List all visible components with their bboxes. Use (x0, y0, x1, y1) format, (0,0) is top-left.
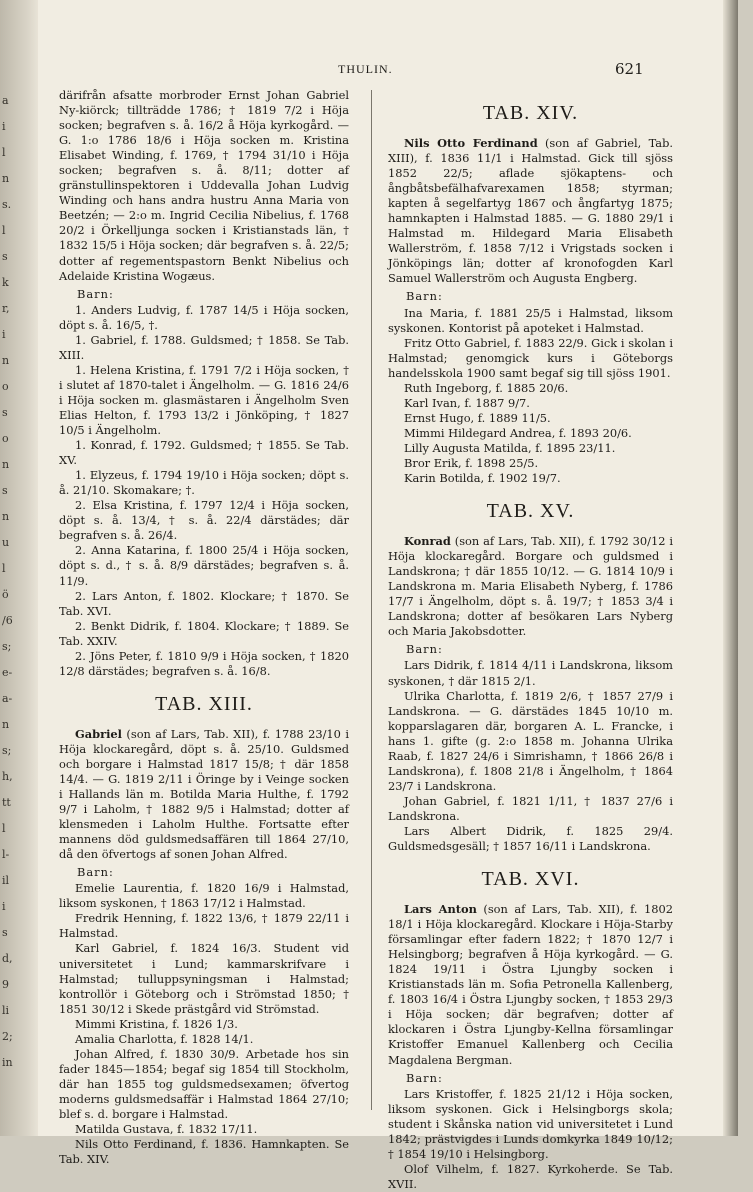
gutter-fragment: /6 (2, 614, 13, 627)
entry-paragraph (388, 136, 673, 286)
paragraph-text: Ruth Ingeborg, f. 1885 20/6. (404, 380, 569, 395)
gutter-fragment: s (2, 406, 8, 419)
entry-name: Nils Otto Ferdinand (404, 136, 538, 150)
text-paragraph (388, 456, 673, 471)
text-paragraph (59, 649, 349, 679)
text-paragraph (59, 543, 349, 588)
paragraph-text: Emelie Laurentia, f. 1820 16/9 i Halmstad, liksom syskonen, † 1863 17/12 i Halmstad. (59, 881, 349, 911)
text-paragraph (388, 689, 673, 794)
text-paragraph (388, 1162, 673, 1192)
paragraph-text: Amalia Charlotta, f. 1828 14/1. (75, 1031, 254, 1046)
text-paragraph (388, 336, 673, 381)
gutter-fragment: n (2, 458, 10, 471)
text-paragraph (59, 1047, 349, 1122)
text-paragraph (59, 1017, 349, 1032)
paragraph-text: Nils Otto Ferdinand, f. 1836. Hamnkapten. Se Tab. XIV. (59, 1137, 349, 1167)
gutter-fragment: n (2, 510, 10, 523)
table-heading: TAB. XV. (486, 500, 575, 523)
text-paragraph (59, 303, 349, 333)
running-head: THULIN. (338, 62, 393, 76)
gutter-fragment: a- (2, 692, 13, 705)
text-paragraph (59, 88, 349, 284)
text-paragraph (388, 471, 673, 486)
gutter-fragment: n (2, 354, 10, 367)
paragraph-text: 2. Lars Anton, f. 1802. Klockare; † 1870. Se Tab. XVI. (59, 588, 349, 618)
text-paragraph (59, 1032, 349, 1047)
gutter-fragment: o (2, 380, 9, 393)
paragraph-text: (son af Lars, Tab. XII), f. 1792 30/12 i Höja klockaregård. Borgare och guldsmed i Landskrona; † där 1855 10/12. — G. 1814 10/9 i Landskrona m. Maria Elisabeth Nyberg, f. 1786 17/7 i Ängelholm, döpt s. å. 19/7; † 1853 3/4 i Landskrona; dotter af besökaren Lars Nyberg och Maria Jakobsdotter. (388, 534, 673, 639)
gutter-fragment: 9 (2, 978, 9, 991)
left-column (59, 88, 349, 1167)
gutter-fragment: l (2, 224, 6, 237)
children-label: Barn: (406, 642, 443, 657)
paragraph-text: Lars Didrik, f. 1814 4/11 i Landskrona, liksom syskonen, † där 1815 2/1. (388, 658, 673, 688)
text-paragraph (59, 1122, 349, 1137)
gutter-fragment: h, (2, 770, 13, 783)
entry-name: Gabriel (75, 726, 122, 741)
gutter-fragment: s; (2, 744, 12, 757)
gutter-fragment: li (2, 1004, 10, 1017)
text-paragraph (59, 911, 349, 941)
text-paragraph (388, 426, 673, 441)
text-paragraph (59, 468, 349, 498)
gutter-fragment: il (2, 874, 10, 887)
table-heading: TAB. XIV. (482, 102, 579, 124)
text-paragraph (59, 333, 349, 363)
text-paragraph (388, 1087, 673, 1162)
text-paragraph (59, 881, 349, 911)
paragraph-text: 2. Anna Katarina, f. 1800 25/4 i Höja socken, döpt s. d., † s. å. 8/9 därstädes; begrafven s. å. 11/9. (59, 543, 349, 588)
paragraph-text: Karl Gabriel, f. 1824 16/3. Student vid universitetet i Lund; kammarskrifvare i Halmstad; tulluppsyningsman i Halmstad; kontrollör i Göteborg och i Strömstad 1850; † 1851 30/12 i Skede prästgård vid Strömstad. (59, 941, 349, 1016)
entry-paragraph (59, 727, 349, 862)
gutter-fragment: l (2, 146, 6, 159)
text-paragraph (59, 941, 349, 1016)
paragraph-text: Olof Vilhelm, f. 1827. Kyrkoherde. Se Tab. XVII. (388, 1161, 673, 1191)
paragraph-text: Mimmi Hildegard Andrea, f. 1893 20/6. (404, 425, 632, 440)
gutter-fragment: k (2, 276, 9, 289)
paragraph-text: därifrån afsatte morbroder Ernst Johan Gabriel Ny-kiörck; tillträdde 1786; † 1819 7/2 i Höja socken; begrafven s. å. 16/2 å Höja kyrkogård. — G. 1:o 1786 18/6 i Höja socken m. Kristina Elisabet Winding, f. 1769, † 1794 31/10 i Höja socken; begrafven s. å. 8/11; dotter af gränstullinspektoren i Uddevalla Johan Ludvig Winding och hans andra hustru Anna Maria von Beetzén; — 2:o m. Ingrid Cecilia Nibelius, f. 1768 20/2 i Örkelljunga socken i Kristianstads län, † 1832 15/5 i Höja socken; där begrafven s. å. 22/5; dotter af regementspastorn Benkt Nibelius och Adelaide Kristina Wogæus. (59, 88, 349, 283)
paragraph-text: 2. Benkt Didrik, f. 1804. Klockare; † 1889. Se Tab. XXIV. (59, 618, 349, 648)
paragraph-text: (son af Lars, Tab. XII), f. 1788 23/10 i Höja klockaregård, döpt s. å. 25/10. Guldsmed och borgare i Halmstad 1817 15/8; † där 1858 14/4. — G. 1819 2/11 i Öringe by i Veinge socken i Hallands län m. Botilda Maria Hulthe, f. 1792 9/7 i Laholm, † 1882 9/5 i Halmstad; dotter af klensmeden i Laholm Hulthe. Fortsatte efter mannens död guldsmedsaffären till 1864 27/10, då den öfvertogs af sonen Johan Alfred. (59, 726, 349, 862)
paragraph-text: Karin Botilda, f. 1902 19/7. (404, 471, 561, 486)
children-label: Barn: (406, 1070, 443, 1085)
text-paragraph (388, 794, 673, 824)
paragraph-text: Matilda Gustava, f. 1832 17/11. (75, 1122, 258, 1137)
binding-gutter (0, 0, 38, 1136)
paragraph-text: (son af Lars, Tab. XII), f. 1802 18/1 i Höja klockaregård. Klockare i Höja-Starby församlingar efter fadern 1822; † 1870 12/7 i Helsingborg; begrafven å Höja kyrkogård. — G. 1824 19/11 i Östra Ljungby socken i Kristianstads län m. Sofia Petronella Kallenberg, f. 1803 16/4 i Östra Ljungby socken, † 1853 29/3 i Höja socken; där begrafven; dotter af klockaren i Östra Ljungby-Kellna församlingar Kristoffer Emanuel Kallenberg och Cecilia Magdalena Bergman. (388, 902, 674, 1067)
text-paragraph (388, 824, 673, 854)
text-paragraph (59, 363, 349, 438)
gutter-fragment: i (2, 900, 6, 913)
gutter-fragment: n (2, 172, 10, 185)
gutter-fragment: s; (2, 640, 12, 653)
gutter-fragment: e- (2, 666, 13, 679)
column-divider (371, 90, 372, 1110)
page-edge-shadow (723, 0, 738, 1136)
paragraph-text: (son af Gabriel, Tab. XIII), f. 1836 11/1 i Halmstad. Gick till sjöss 1852 22/5; aflade sjökaptens- och ångbåtsbefälhafvarexamen 1858; styrman; kapten å segelfartyg 1867 och ångfartyg 1875; hamnkapten i Halmstad 1885. — G. 1880 29/1 i Halmstad m. Hildegard Maria Elisabeth Wallerström, f. 1858 7/12 i Vrigstads socken i Jönköpings län; dotter af kronofogden Karl Samuel Wallerström och Augusta Engberg. (388, 136, 673, 286)
gutter-fragment: n (2, 718, 10, 731)
paragraph-text: 2. Jöns Peter, f. 1810 9/9 i Höja socken, † 1820 12/8 därstädes; begrafven s. å. 16/8. (59, 648, 349, 678)
entry-name: Lars Anton (404, 902, 477, 917)
gutter-fragment: d, (2, 952, 13, 965)
gutter-fragment: 2; (2, 1030, 13, 1043)
gutter-fragment: l- (2, 848, 10, 861)
facing-page-fragments (2, 0, 16, 1136)
paragraph-text: Johan Alfred, f. 1830 30/9. Arbetade hos sin fader 1845—1854; begaf sig 1854 till Stockholm, där han 1855 tog guldsmedsexamen; öfvertog moderns guldsmedsaffär i Halmstad 1864 27/10; blef s. d. borgare i Halmstad. (59, 1046, 349, 1121)
gutter-fragment: r, (2, 302, 10, 315)
paragraph-text: Lilly Augusta Matilda, f. 1895 23/11. (404, 440, 616, 455)
paragraph-text: Lars Albert Didrik, f. 1825 29/4. Guldsmedsgesäll; † 1857 16/11 i Landskrona. (388, 823, 673, 854)
entry-paragraph (388, 902, 673, 1068)
entry-paragraph (388, 534, 673, 639)
text-paragraph (388, 411, 673, 426)
text-paragraph (388, 306, 673, 336)
gutter-fragment: l (2, 822, 6, 835)
text-paragraph (388, 441, 673, 456)
paragraph-text: Ernst Hugo, f. 1889 11/5. (404, 410, 551, 425)
book-page (38, 0, 738, 1191)
gutter-fragment: s (2, 484, 8, 497)
page-header (38, 60, 738, 80)
paragraph-text: Ina Maria, f. 1881 25/5 i Halmstad, liksom syskonen. Kontorist på apoteket i Halmstad. (388, 305, 673, 335)
text-paragraph (59, 1137, 349, 1167)
gutter-fragment: o (2, 432, 9, 445)
gutter-fragment: tt (2, 796, 11, 809)
paragraph-text: 1. Gabriel, f. 1788. Guldsmed; † 1858. Se Tab. XIII. (59, 332, 349, 362)
gutter-fragment: in (2, 1056, 13, 1069)
text-paragraph (388, 381, 673, 396)
paragraph-text: 1. Elyzeus, f. 1794 19/10 i Höja socken; döpt s. å. 21/10. Skomakare; †. (59, 468, 349, 498)
paragraph-text: 1. Helena Kristina, f. 1791 7/2 i Höja socken, † i slutet af 1870-talet i Ängelholm. — G. 1816 24/6 i Höja socken m. glasmästaren i Ängelholm Sven Elias Helton, f. 1793 13/2 i Jönköping, † 1827 10/5 i Ängelholm. (59, 362, 349, 438)
gutter-fragment: s (2, 926, 8, 939)
text-paragraph (59, 619, 349, 649)
table-heading: TAB. XIII. (155, 692, 253, 715)
paragraph-text: 2. Elsa Kristina, f. 1797 12/4 i Höja socken, döpt s. å. 13/4, † s. å. 22/4 därstädes; där begrafven s. å. 26/4. (59, 498, 349, 543)
gutter-fragment: l (2, 562, 6, 575)
paragraph-text: Ulrika Charlotta, f. 1819 2/6, † 1857 27/9 i Landskrona. — G. därstädes 1845 10/10 m. kopparslagaren där, borgaren A. L. Francke, i hans 1. gifte (g. 2:o 1858 m. Johanna Ulrika Raab, f. 1827 24/6 i Simrishamn, † 1866 26/8 i Landskrona), f. 1808 21/8 i Ängelholm, † 1864 23/7 i Landskrona. (388, 688, 673, 793)
paragraph-text: Johan Gabriel, f. 1821 1/11, † 1837 27/6 i Landskrona. (388, 793, 673, 823)
children-label: Barn: (77, 865, 114, 880)
paragraph-text: Karl Ivan, f. 1887 9/7. (404, 395, 530, 410)
table-heading: TAB. XVI. (481, 868, 580, 891)
paragraph-text: Fredrik Henning, f. 1822 13/6, † 1879 22/11 i Halmstad. (59, 911, 349, 941)
paragraph-text: Lars Kristoffer, f. 1825 21/12 i Höja socken, liksom syskonen. Gick i Helsingborgs skola; student i Skånska nation vid universitetet i Lund 1842; prästvigdes i Lunds domkyrka 1849 10/12; † 1854 19/10 i Helsingborg. (388, 1086, 673, 1161)
paragraph-text: Bror Erik, f. 1898 25/5. (404, 455, 539, 470)
text-paragraph (388, 658, 673, 688)
entry-name: Konrad (404, 534, 451, 549)
text-paragraph (59, 438, 349, 468)
paragraph-text: Fritz Otto Gabriel, f. 1883 22/9. Gick i skolan i Halmstad; genomgick kurs i Göteborgs handelsskola 1900 samt begaf sig till sjöss 1901. (388, 335, 673, 380)
gutter-fragment: s. (2, 198, 12, 211)
gutter-fragment: i (2, 120, 6, 133)
gutter-fragment: a (2, 94, 9, 107)
gutter-fragment: s (2, 250, 8, 263)
gutter-fragment: u (2, 536, 10, 549)
paragraph-text: 1. Anders Ludvig, f. 1787 14/5 i Höja socken, döpt s. å. 16/5, †. (59, 302, 349, 332)
paragraph-text: Mimmi Kristina, f. 1826 1/3. (75, 1016, 238, 1031)
text-paragraph (59, 498, 349, 543)
text-paragraph (388, 396, 673, 411)
gutter-fragment: i (2, 328, 6, 341)
right-column (388, 88, 673, 1192)
children-label: Barn: (406, 289, 443, 304)
page-number: 621 (615, 60, 644, 78)
children-label: Barn: (77, 286, 114, 301)
gutter-fragment: ö (2, 588, 9, 601)
text-paragraph (59, 589, 349, 619)
paragraph-text: 1. Konrad, f. 1792. Guldsmed; † 1855. Se Tab. XV. (59, 438, 349, 468)
